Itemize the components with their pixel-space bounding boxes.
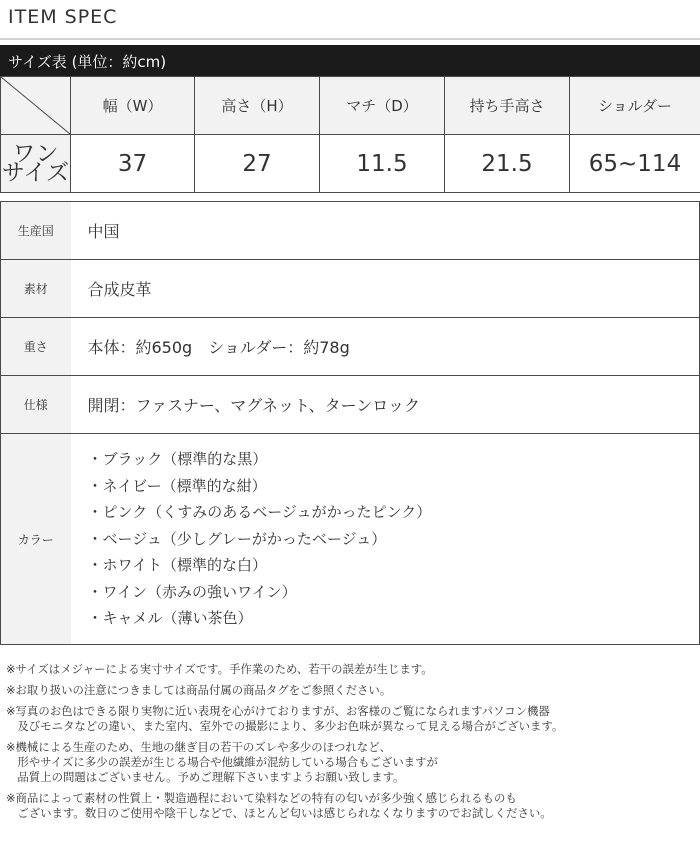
- value-depth: 11.5: [320, 135, 445, 193]
- note-text: ※写真のお色はできる限り実物に近い表現を心がけておりますが、お客様のご覧になられますパソコン機器 及びモニタなどの違い、また室内、室外での撮影により、多少お色味が異なって見える場合がございます。: [6, 704, 564, 733]
- spec-value-features: 開閉：ファスナー、マグネット、ターンロック: [71, 376, 700, 434]
- spec-row-origin: [1, 202, 700, 260]
- value-handle-height: 21.5: [445, 135, 570, 193]
- column-header-height: 高さ（H）: [195, 77, 320, 135]
- size-row-label: [1, 135, 71, 193]
- diagonal-divider-icon: [1, 77, 70, 134]
- spec-row-material: [1, 260, 700, 318]
- spec-row-colors: [1, 434, 700, 645]
- spec-label-weight: 重さ: [1, 318, 71, 376]
- list-item: ・ベージュ（少しグレーがかったベージュ）: [87, 529, 387, 548]
- value-width: 37: [71, 135, 195, 193]
- list-item: ・ホワイト（標準的な白）: [87, 556, 268, 575]
- value-height: 27: [195, 135, 320, 193]
- spec-label-origin: 生産国: [1, 202, 71, 260]
- spec-table: [0, 201, 700, 645]
- column-header-width: 幅（W）: [71, 77, 195, 135]
- spec-row-weight: [1, 318, 700, 376]
- size-table-corner-cell: [1, 77, 71, 135]
- size-table: [0, 76, 700, 193]
- spec-value-material: 合成皮革: [71, 260, 700, 318]
- spec-label-colors: カラー: [1, 434, 71, 645]
- list-item: ・ネイビー（標準的な紺）: [87, 476, 267, 495]
- page-title: ITEM SPEC: [8, 6, 118, 28]
- note-text: ※機械による生産のため、生地の継ぎ目の若干のズレや多少のほつれなど、 形やサイズに多少の誤差が生じる場合や他繊維が混紡している場合もございますが 品質上の問題はございません。予めご理解下さいますようお願い致します。: [6, 740, 438, 784]
- color-list: [88, 446, 700, 632]
- spec-row-features: [1, 376, 700, 434]
- size-table-titlebar: [0, 45, 700, 76]
- size-table-header-row: [1, 77, 700, 135]
- spec-value-colors: [71, 434, 700, 645]
- column-header-shoulder: ショルダー: [570, 77, 700, 135]
- value-shoulder: 65~114: [570, 135, 700, 193]
- note-text: ※商品によって素材の性質上・製造過程において染料などの特有の匂いが多少強く感じられるものも ございます。数日のご使用や陰干しなどで、ほとんど匂いは感じられなくなりますのでお試しください。: [6, 791, 552, 820]
- size-table-title: サイズ表 (単位：約cm): [8, 53, 167, 71]
- notes-section: [6, 662, 696, 827]
- list-item: ・キャメル（薄い茶色）: [87, 609, 253, 628]
- note-text: ※サイズはメジャーによる実寸サイズです。手作業のため、若干の誤差が生じます。: [6, 662, 433, 676]
- spec-label-features: 仕様: [1, 376, 71, 434]
- spec-value-origin: 中国: [71, 202, 700, 260]
- size-table-value-row: [1, 135, 700, 193]
- size-row-label-line: サイズ: [1, 159, 70, 186]
- spec-header: [0, 0, 700, 40]
- column-header-depth: マチ（D）: [320, 77, 445, 135]
- list-item: ・ブラック（標準的な黒）: [87, 449, 268, 468]
- spec-label-material: 素材: [1, 260, 71, 318]
- column-header-handle-height: 持ち手高さ: [445, 77, 570, 135]
- list-item: ・ピンク（くすみのあるベージュがかったピンク）: [87, 503, 432, 522]
- list-item: ・ワイン（赤みの強いワイン）: [87, 582, 297, 601]
- spec-value-weight: 本体：約650g ショルダー：約78g: [71, 318, 700, 376]
- size-row-label-line: ワン: [12, 140, 59, 167]
- note-text: ※お取り扱いの注意につきましては商品付属の商品タグをご参照ください。: [6, 683, 392, 697]
